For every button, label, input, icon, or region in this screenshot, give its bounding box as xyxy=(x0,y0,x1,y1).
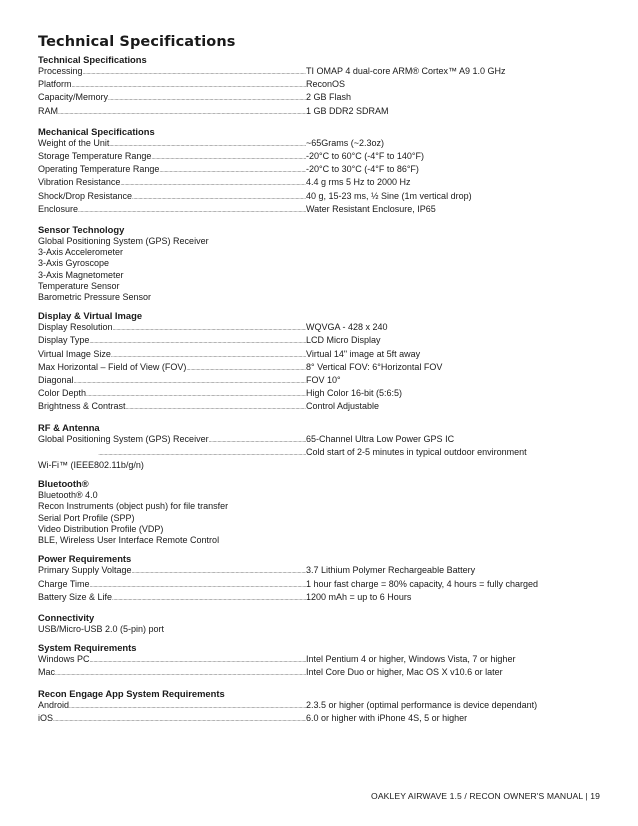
spec-list xyxy=(38,236,600,303)
spec-item: Bluetooth® 4.0 xyxy=(38,490,98,501)
spec-row xyxy=(38,401,600,414)
leader-dots xyxy=(72,81,306,92)
leader-dots xyxy=(113,324,306,335)
spec-rows xyxy=(38,565,600,605)
spec-label: Processing xyxy=(38,66,83,76)
leader-dots xyxy=(83,68,306,79)
spec-row xyxy=(38,579,600,592)
section-title: System Requirements xyxy=(38,642,137,654)
spec-value: Cold start of 2-5 minutes in typical outdoor environment xyxy=(306,446,527,457)
leader-dots xyxy=(120,179,306,190)
spec-item: Serial Port Profile (SPP) xyxy=(38,512,135,523)
section-title: Recon Engage App System Requirements xyxy=(38,687,225,699)
spec-rows xyxy=(38,138,600,217)
spec-label: Diagonal xyxy=(38,375,74,386)
spec-label: Max Horizontal – Field of View (FOV) xyxy=(38,361,187,372)
leader-dots xyxy=(186,364,306,375)
spec-rows xyxy=(38,322,600,414)
spec-value: LCD Micro Display xyxy=(306,335,381,346)
spec-item: Recon Instruments (object push) for file transfer xyxy=(38,501,229,512)
page-footer: OAKLEY AIRWAVE 1.5 / RECON OWNER'S MANUAL | 19 xyxy=(371,791,600,801)
spec-value: Water Resistant Enclosure, IP65 xyxy=(306,203,436,214)
spec-label: Display Type xyxy=(38,335,90,346)
section-title: Connectivity xyxy=(38,611,95,623)
spec-label: Android xyxy=(38,699,70,710)
section-display xyxy=(38,310,600,414)
spec-label: Mac xyxy=(38,667,56,678)
leader-dots xyxy=(98,449,306,460)
section-title: Technical Specifications xyxy=(38,54,147,65)
spec-label: Color Depth xyxy=(38,388,87,399)
spec-row xyxy=(38,349,600,362)
spec-label: Virtual Image Size xyxy=(38,348,111,359)
spec-label: Storage Temperature Range xyxy=(38,151,152,162)
spec-list xyxy=(38,490,600,546)
leader-dots xyxy=(132,193,306,204)
section-sensor xyxy=(38,224,600,303)
spec-row xyxy=(38,79,600,92)
leader-dots xyxy=(209,436,306,447)
spec-row xyxy=(38,434,600,447)
spec-row xyxy=(38,447,600,460)
spec-row xyxy=(38,66,600,79)
section-connectivity xyxy=(38,612,600,635)
spec-label: Brightness & Contrast xyxy=(38,401,126,412)
spec-label: Vibration Resistance xyxy=(38,177,121,188)
section-mechanical xyxy=(38,126,600,217)
leader-dots xyxy=(90,581,306,592)
section-title: RF & Antenna xyxy=(38,421,100,433)
spec-value: Intel Core Duo or higher, Mac OS X v10.6 or later xyxy=(306,667,503,678)
spec-item: 3-Axis Gyroscope xyxy=(38,258,110,269)
leader-dots xyxy=(53,715,306,726)
spec-label: Battery Size & Life xyxy=(38,591,113,602)
spec-label: Capacity/Memory xyxy=(38,92,109,103)
spec-value: Virtual 14" image at 5ft away xyxy=(306,348,421,359)
spec-row xyxy=(38,138,600,151)
spec-row xyxy=(38,713,600,726)
spec-row xyxy=(38,191,600,204)
spec-item: 3-Axis Accelerometer xyxy=(38,247,124,258)
spec-label: Enclosure xyxy=(38,203,79,214)
spec-item: Temperature Sensor xyxy=(38,280,120,291)
spec-label: Display Resolution xyxy=(38,322,113,333)
section-technical xyxy=(38,54,600,119)
spec-label: iOS xyxy=(38,712,54,723)
leader-dots xyxy=(112,594,306,605)
section-bluetooth xyxy=(38,478,600,546)
section-title: Sensor Technology xyxy=(38,224,125,236)
spec-value: Intel Pentium 4 or higher, Windows Vista, 7 or higher xyxy=(306,654,516,665)
spec-label: Weight of the Unit xyxy=(38,137,110,148)
spec-value: High Color 16-bit (5:6:5) xyxy=(306,388,403,399)
spec-row xyxy=(38,375,600,388)
section-system xyxy=(38,642,600,680)
leader-dots xyxy=(78,206,306,217)
spec-value: 65-Channel Ultra Low Power GPS IC xyxy=(306,433,455,444)
spec-item: Barometric Pressure Sensor xyxy=(38,292,152,303)
page-heading: Technical Specifications xyxy=(38,34,236,50)
spec-row xyxy=(38,204,600,217)
spec-item: USB/Micro-USB 2.0 (5-pin) port xyxy=(38,623,165,634)
leader-dots xyxy=(58,108,306,119)
leader-dots xyxy=(108,94,306,105)
section-title: Display & Virtual Image xyxy=(38,310,143,322)
spec-item: 3-Axis Magnetometer xyxy=(38,269,124,280)
spec-row xyxy=(38,667,600,680)
leader-dots xyxy=(109,140,306,151)
spec-value: 4.4 g rms 5 Hz to 2000 Hz xyxy=(306,177,411,188)
spec-label: Shock/Drop Resistance xyxy=(38,190,133,201)
section-title: Bluetooth® xyxy=(38,478,89,490)
section-title: Power Requirements xyxy=(38,553,132,565)
section-title: Mechanical Specifications xyxy=(38,125,155,137)
spec-row xyxy=(38,335,600,348)
spec-list xyxy=(38,624,600,635)
leader-dots xyxy=(111,351,306,362)
spec-rows xyxy=(38,700,600,726)
spec-label: Charge Time xyxy=(38,578,90,589)
spec-value: ~65Grams (~2.3oz) xyxy=(306,137,385,148)
leader-dots xyxy=(55,669,306,680)
section-power xyxy=(38,553,600,605)
spec-item: Wi-Fi™ (IEEE802.11b/g/n) xyxy=(38,460,144,471)
spec-value: TI OMAP 4 dual-core ARM® Cortex™ A9 1.0 GHz xyxy=(306,66,506,76)
spec-row xyxy=(38,106,600,119)
spec-value: 1200 mAh = up to 6 Hours xyxy=(306,591,412,602)
spec-label: Global Positioning System (GPS) Receiver xyxy=(38,433,209,444)
spec-item: Global Positioning System (GPS) Receiver xyxy=(38,236,209,247)
spec-row xyxy=(38,177,600,190)
spec-value: Control Adjustable xyxy=(306,401,380,412)
spec-value: 1 hour fast charge = 80% capacity, 4 hours = fully charged xyxy=(306,578,538,589)
leader-dots xyxy=(74,377,306,388)
spec-row xyxy=(38,592,600,605)
spec-value: 1 GB DDR2 SDRAM xyxy=(306,105,389,116)
spec-label: Primary Supply Voltage xyxy=(38,565,132,576)
spec-label: Operating Temperature Range xyxy=(38,164,160,175)
spec-value: -20°C to 30°C (-4°F to 86°F) xyxy=(306,164,419,175)
spec-value: WQVGA - 428 x 240 xyxy=(306,322,388,333)
spec-rows xyxy=(38,66,600,119)
spec-value: -20°C to 60°C (-4°F to 140°F) xyxy=(306,151,424,162)
spec-label: Windows PC xyxy=(38,654,90,665)
leader-dots xyxy=(126,403,306,414)
spec-label: RAM xyxy=(38,105,58,116)
spec-row xyxy=(38,362,600,375)
spec-row xyxy=(38,700,600,713)
spec-value: ReconOS xyxy=(306,79,346,90)
spec-value: 6.0 or higher with iPhone 4S, 5 or higher xyxy=(306,712,468,723)
leader-dots xyxy=(132,567,306,578)
leader-dots xyxy=(90,656,306,667)
spec-item: Video Distribution Profile (VDP) xyxy=(38,523,164,534)
spec-row xyxy=(38,388,600,401)
spec-row xyxy=(38,164,600,177)
spec-row xyxy=(38,92,600,105)
spec-value: 8° Vertical FOV: 6°Horizontal FOV xyxy=(306,361,443,372)
spec-row xyxy=(38,322,600,335)
spec-item: BLE, Wireless User Interface Remote Control xyxy=(38,535,220,546)
spec-value: 2.3.5 or higher (optimal performance is device dependant) xyxy=(306,699,538,710)
leader-dots xyxy=(86,390,306,401)
spec-value: FOV 10° xyxy=(306,375,341,386)
leader-dots xyxy=(69,702,306,713)
spec-row xyxy=(38,654,600,667)
spec-row xyxy=(38,565,600,578)
spec-value: 3.7 Lithium Polymer Rechargeable Battery xyxy=(306,565,476,576)
spec-label: Platform xyxy=(38,79,72,90)
section-rf xyxy=(38,422,600,472)
spec-row xyxy=(38,151,600,164)
leader-dots xyxy=(159,166,306,177)
leader-dots xyxy=(89,337,306,348)
spec-value: 2 GB Flash xyxy=(306,92,352,103)
spec-value: 40 g, 15-23 ms, ½ Sine (1m vertical drop) xyxy=(306,190,472,201)
spec-rows xyxy=(38,654,600,680)
leader-dots xyxy=(151,153,306,164)
spec-page xyxy=(38,34,600,726)
section-app xyxy=(38,688,600,726)
